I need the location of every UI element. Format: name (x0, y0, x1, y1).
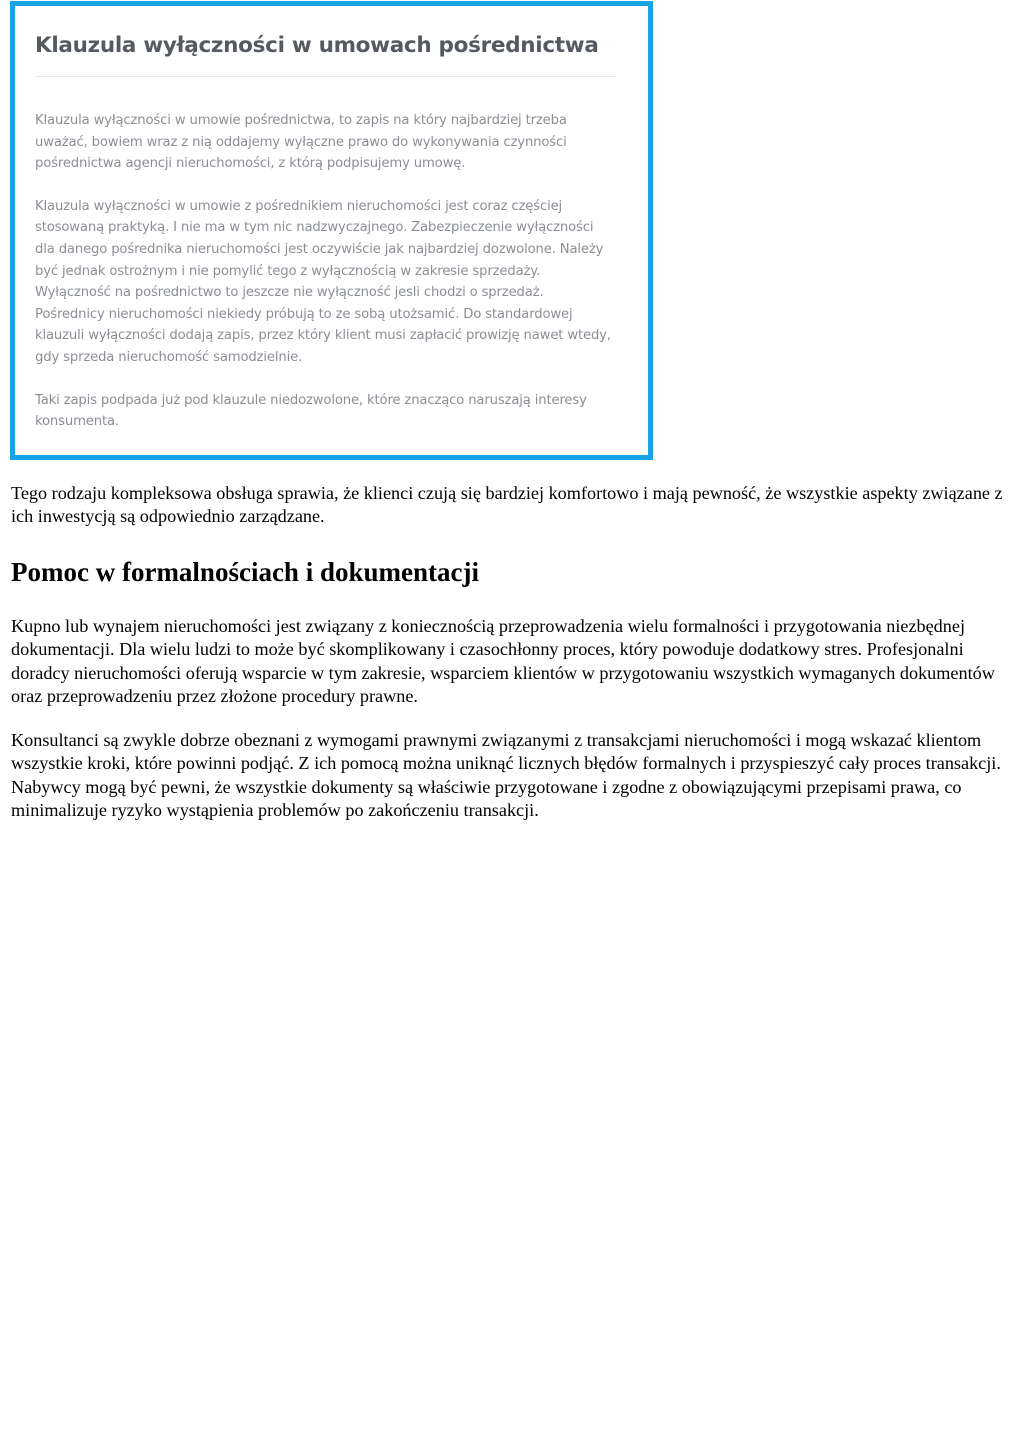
callout-paragraph-3: Taki zapis podpada już pod klauzule niedozwolone, które znacząco naruszają interesy konsumenta. (35, 392, 587, 430)
body-paragraph-2: Konsultanci są zwykle dobrze obeznani z wymogami prawnymi związanymi z transakcjami nieruchomości i mogą wskazać klientom wszystkie kroki, które powinni podjąć. Z ich pomocą można uniknąć licznych błędów formalnych i przyspieszyć cały proces transakcji. Nabywcy mogą być pewni, że wszystkie dokumenty są właściwie przygotowane i zgodne z obowiązującymi przepisami prawa, co minimalizuje ryzyko wystąpienia problemów po zakończeniu transakcji. (11, 730, 1001, 820)
callout-paragraph-2: Klauzula wyłączności w umowie z pośrednikiem nieruchomości jest coraz częściej stosowaną praktyką. I nie ma w tym nic nadzwyczajnego. Zabezpieczenie wyłączności dla danego pośrednika nieruchomości jest oczywiście jak najbardziej dozwolone. Należy być jednak ostrożnym i nie pomylić tego z wyłącznością w zakresie sprzedaży. Wyłączność na pośrednictwo to jeszcze nie wyłączność jesli chodzi o sprzedaż. Pośrednicy nieruchomości niekiedy próbują to ze sobą utożsamić. Do standardowej klauzuli wyłączności dodają zapis, przez który klient musi zapłacić prowizję nawet wtedy, gdy sprzeda nieruchomość samodzielnie. (35, 198, 611, 365)
callout-title: Klauzula wyłączności w umowach pośrednictwa (35, 33, 599, 58)
section-heading: Pomoc w formalnościach i dokumentacji (11, 557, 479, 587)
body-paragraph-1: Kupno lub wynajem nieruchomości jest związany z koniecznością przeprowadzenia wielu formalności i przygotowania niezbędnej dokumentacji. Dla wielu ludzi to może być skomplikowany i czasochłonny proces, który powoduje dodatkowy stres. Profesjonalni doradcy nieruchomości oferują wsparcie w tym zakresie, wsparciem klientów w przygotowaniu wszystkich wymaganych dokumentów oraz przeprowadzeniu przez złożone procedury prawne. (11, 616, 995, 706)
exclusivity-clause-callout (10, 1, 653, 460)
intro-paragraph: Tego rodzaju kompleksowa obsługa sprawia, że klienci czują się bardziej komfortowo i mają pewność, że wszystkie aspekty związane z ich inwestycją są odpowiednio zarządzane. (11, 483, 1003, 527)
callout-paragraph-1: Klauzula wyłączności w umowie pośrednictwa, to zapis na który najbardziej trzeba uważać, bowiem wraz z nią oddajemy wyłączne prawo do wykonywania czynności pośrednictwa agencji nieruchomości, z którą podpisujemy umowę. (35, 113, 567, 172)
callout-divider (35, 76, 615, 77)
callout-content (35, 6, 615, 433)
